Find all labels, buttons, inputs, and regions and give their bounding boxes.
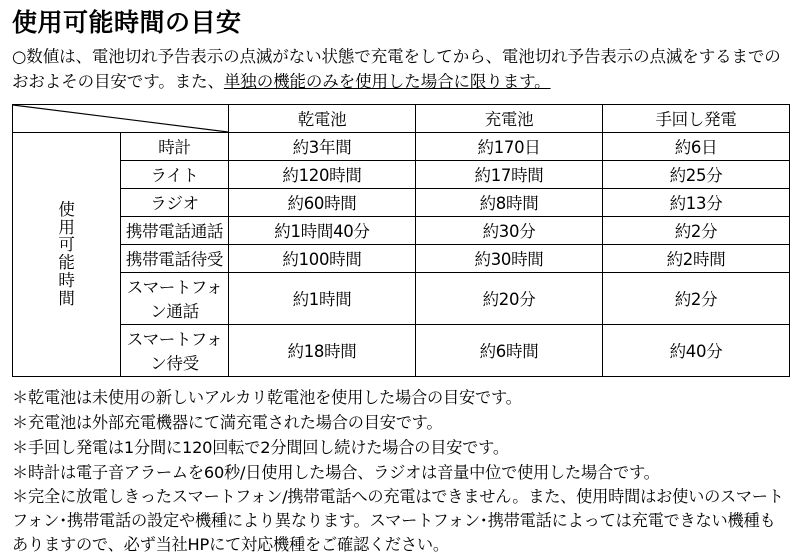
cell-dry: 約1時間 bbox=[229, 273, 416, 325]
cell-rechargeable: 約30時間 bbox=[416, 245, 603, 273]
cell-handcrank: 約2時間 bbox=[603, 245, 790, 273]
footnote-item: ＊乾電池は未使用の新しいアルカリ乾電池を使用した場合の目安です。 bbox=[12, 388, 522, 408]
table-row bbox=[13, 325, 790, 377]
table-row bbox=[13, 189, 790, 217]
column-header-hand-crank: 手回し発電 bbox=[603, 105, 790, 133]
column-header-rechargeable-battery: 充電池 bbox=[416, 105, 603, 133]
cell-handcrank: 約13分 bbox=[603, 189, 790, 217]
footnote-item: ＊時計は電子音アラームを60秒/日使用した場合、ラジオは音量中位で使用した場合です。 bbox=[12, 462, 660, 482]
row-label: ライト bbox=[121, 161, 229, 189]
cell-rechargeable: 約8時間 bbox=[416, 189, 603, 217]
table-row bbox=[13, 161, 790, 189]
row-label: スマートフォン通話 bbox=[121, 273, 229, 325]
cell-handcrank: 約40分 bbox=[603, 325, 790, 377]
footnote-item: ＊手回し発電は1分間に120回転で2分間回し続けた場合の目安です。 bbox=[12, 437, 509, 457]
row-label: 携帯電話待受 bbox=[121, 245, 229, 273]
page-title: 使用可能時間の目安 bbox=[12, 8, 242, 37]
footnotes bbox=[12, 386, 790, 557]
footnote-item: ＊充電池は外部充電機器にて満充電された場合の目安です。 bbox=[12, 412, 443, 432]
usage-time-table bbox=[12, 104, 790, 377]
cell-rechargeable: 約17時間 bbox=[416, 161, 603, 189]
table-row bbox=[13, 245, 790, 273]
row-header-char: 能 bbox=[58, 253, 75, 273]
cell-dry: 約100時間 bbox=[229, 245, 416, 273]
row-header-char: 用 bbox=[58, 217, 75, 237]
cell-rechargeable: 約20分 bbox=[416, 273, 603, 325]
cell-handcrank: 約25分 bbox=[603, 161, 790, 189]
row-label: 携帯電話通話 bbox=[121, 217, 229, 245]
row-header-char: 時 bbox=[58, 270, 75, 290]
footnote-item: ＊完全に放電しきったスマートフォン/携帯電話への充電はできません。また、使用時間はお使いのスマートフォン･携帯電話の設定や機種により異なります。スマートフォン･携帯電話によっては充電できない機種もありますので、必ず当社HPにて対応機種をご確認ください。 bbox=[12, 487, 784, 555]
row-group-header-usage-time bbox=[13, 133, 121, 377]
row-header-char: 使 bbox=[58, 199, 75, 219]
cell-rechargeable: 約30分 bbox=[416, 217, 603, 245]
cell-dry: 約60時間 bbox=[229, 189, 416, 217]
lead-line-2-prefix: までのおおよその目安です。また、 bbox=[12, 47, 781, 92]
cell-handcrank: 約2分 bbox=[603, 217, 790, 245]
cell-dry: 約120時間 bbox=[229, 161, 416, 189]
table-row bbox=[13, 217, 790, 245]
table-row bbox=[13, 133, 790, 161]
table-header-row bbox=[13, 105, 790, 133]
row-header-char: 間 bbox=[58, 288, 75, 308]
row-header-char: 可 bbox=[58, 235, 75, 255]
cell-dry: 約1時間40分 bbox=[229, 217, 416, 245]
row-label: 時計 bbox=[121, 133, 229, 161]
cell-handcrank: 約6日 bbox=[603, 133, 790, 161]
lead-paragraph bbox=[12, 44, 790, 94]
column-header-dry-battery: 乾電池 bbox=[229, 105, 416, 133]
lead-underlined-text: 単独の機能のみを使用した場合に限ります。 bbox=[223, 72, 551, 92]
cell-handcrank: 約2分 bbox=[603, 273, 790, 325]
lead-line-1: ○数値は、電池切れ予告表示の点滅がない状態で充電をしてから、電池切れ予告表示の点滅をする bbox=[12, 47, 732, 66]
cell-dry: 約3年間 bbox=[229, 133, 416, 161]
cell-rechargeable: 約6時間 bbox=[416, 325, 603, 377]
row-label: スマートフォン待受 bbox=[121, 325, 229, 377]
table-row bbox=[13, 273, 790, 325]
row-label: ラジオ bbox=[121, 189, 229, 217]
cell-dry: 約18時間 bbox=[229, 325, 416, 377]
cell-rechargeable: 約170日 bbox=[416, 133, 603, 161]
table-corner-cell bbox=[13, 105, 229, 133]
